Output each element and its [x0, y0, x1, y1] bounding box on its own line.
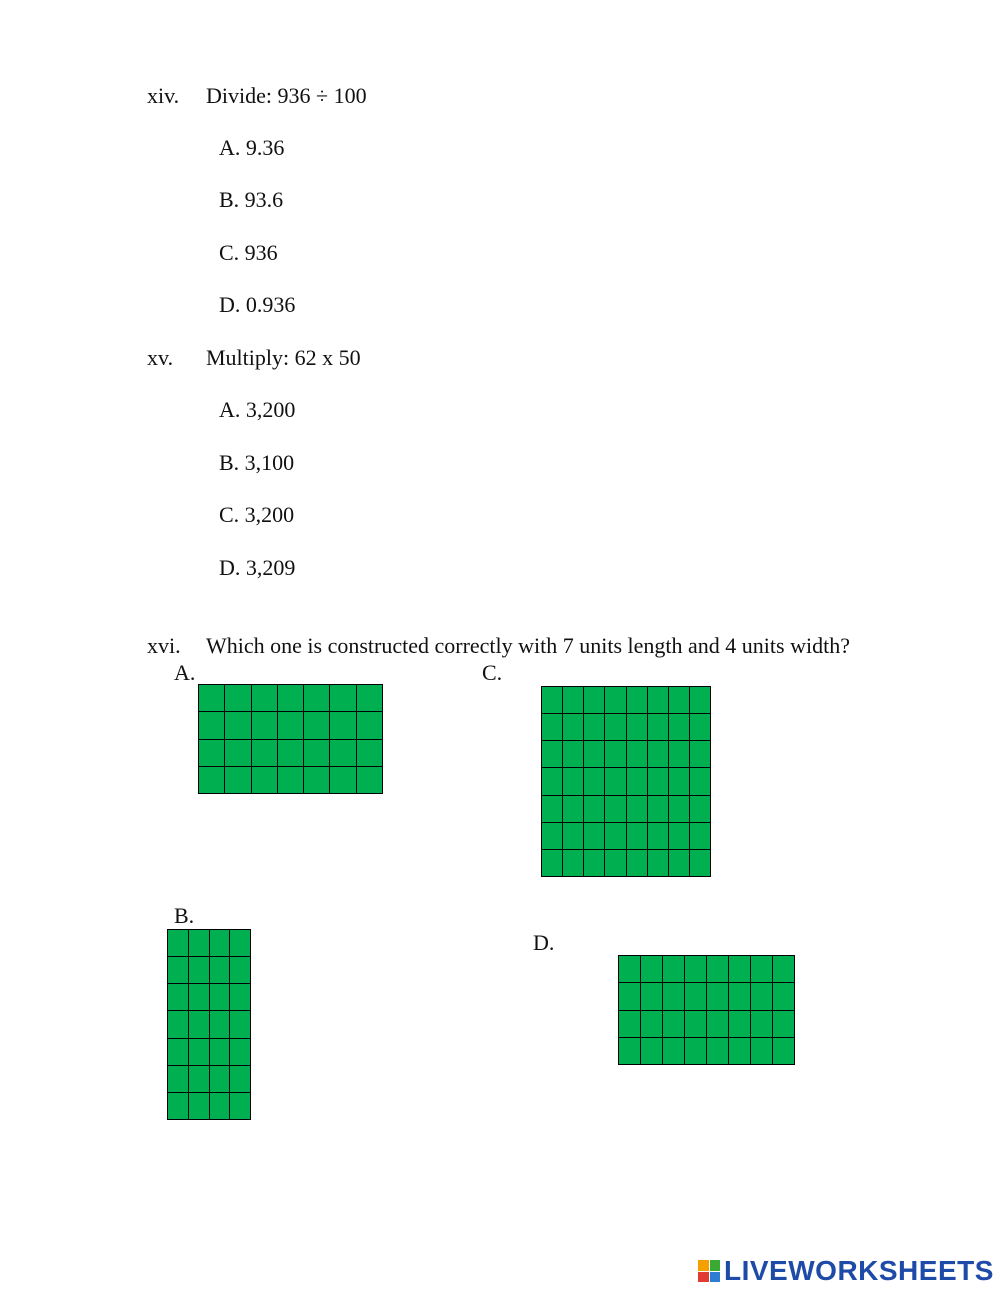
unit-square — [230, 984, 250, 1010]
unit-square — [627, 823, 647, 849]
unit-square — [751, 956, 772, 982]
unit-square — [168, 1066, 188, 1092]
unit-square — [330, 685, 355, 711]
unit-square — [773, 956, 794, 982]
unit-square — [584, 714, 604, 740]
unit-square — [168, 984, 188, 1010]
unit-square — [225, 740, 250, 766]
unit-square — [751, 983, 772, 1009]
unit-square — [199, 767, 224, 793]
unit-square — [189, 1039, 209, 1065]
unit-square — [168, 1039, 188, 1065]
unit-square — [648, 714, 668, 740]
unit-square — [648, 741, 668, 767]
question-number: xiv. — [147, 83, 180, 108]
unit-square — [168, 957, 188, 983]
unit-square — [605, 741, 625, 767]
unit-square — [189, 1066, 209, 1092]
unit-square — [252, 712, 277, 738]
answer-option[interactable]: A. 3,200 — [219, 397, 296, 422]
unit-square — [707, 1038, 728, 1064]
unit-square — [751, 1011, 772, 1037]
unit-square — [605, 850, 625, 876]
unit-square — [330, 740, 355, 766]
unit-square — [690, 850, 710, 876]
figure-label-d: D. — [533, 930, 555, 955]
unit-square — [225, 767, 250, 793]
unit-square — [357, 767, 382, 793]
unit-square — [225, 712, 250, 738]
unit-square — [584, 768, 604, 794]
unit-square — [690, 687, 710, 713]
unit-square — [690, 796, 710, 822]
unit-square — [563, 687, 583, 713]
unit-square — [252, 740, 277, 766]
question-prompt: Multiply: 62 x 50 — [206, 345, 361, 370]
figure-label-b: B. — [174, 903, 195, 928]
unit-square — [669, 768, 689, 794]
unit-square — [690, 823, 710, 849]
unit-square — [627, 741, 647, 767]
unit-square — [210, 1066, 230, 1092]
answer-option[interactable]: D. 3,209 — [219, 555, 296, 580]
unit-square — [199, 685, 224, 711]
unit-square — [225, 685, 250, 711]
unit-square — [641, 1038, 662, 1064]
unit-square — [605, 796, 625, 822]
unit-square — [648, 796, 668, 822]
unit-square — [641, 956, 662, 982]
unit-square — [563, 850, 583, 876]
unit-square — [627, 796, 647, 822]
rectangle-grid-d[interactable] — [618, 955, 795, 1065]
unit-square — [563, 768, 583, 794]
rectangle-grid-a[interactable] — [198, 684, 383, 794]
logo-tile — [698, 1272, 709, 1283]
question-number: xvi. — [147, 633, 181, 658]
answer-option[interactable]: C. 3,200 — [219, 502, 295, 527]
unit-square — [773, 1038, 794, 1064]
unit-square — [584, 741, 604, 767]
unit-square — [210, 1093, 230, 1119]
unit-square — [584, 850, 604, 876]
unit-square — [304, 685, 329, 711]
answer-option[interactable]: B. 3,100 — [219, 450, 295, 475]
unit-square — [210, 1011, 230, 1037]
unit-square — [751, 1038, 772, 1064]
question-number: xv. — [147, 345, 174, 370]
unit-square — [230, 1039, 250, 1065]
unit-square — [210, 1039, 230, 1065]
unit-square — [641, 983, 662, 1009]
question-prompt: Which one is constructed correctly with 7 units length and 4 units width? — [206, 633, 850, 658]
unit-square — [230, 957, 250, 983]
rectangle-grid-b[interactable] — [167, 929, 251, 1120]
unit-square — [641, 1011, 662, 1037]
unit-square — [690, 768, 710, 794]
unit-square — [357, 712, 382, 738]
unit-square — [605, 768, 625, 794]
unit-square — [627, 768, 647, 794]
unit-square — [707, 956, 728, 982]
unit-square — [663, 1011, 684, 1037]
unit-square — [669, 796, 689, 822]
unit-square — [619, 1011, 640, 1037]
answer-option[interactable]: A. 9.36 — [219, 135, 285, 160]
unit-square — [563, 714, 583, 740]
liveworksheets-logo — [698, 1256, 994, 1286]
unit-square — [542, 796, 562, 822]
unit-square — [627, 714, 647, 740]
unit-square — [729, 983, 750, 1009]
unit-square — [168, 930, 188, 956]
unit-square — [210, 930, 230, 956]
unit-square — [330, 712, 355, 738]
unit-square — [669, 850, 689, 876]
unit-square — [230, 1066, 250, 1092]
unit-square — [357, 685, 382, 711]
unit-square — [690, 741, 710, 767]
unit-square — [605, 687, 625, 713]
unit-square — [685, 956, 706, 982]
unit-square — [584, 823, 604, 849]
logo-text: LIVEWORKSHEETS — [724, 1255, 994, 1286]
unit-square — [168, 1011, 188, 1037]
unit-square — [619, 983, 640, 1009]
unit-square — [189, 1011, 209, 1037]
unit-square — [252, 767, 277, 793]
answer-option[interactable]: B. 93.6 — [219, 187, 284, 212]
unit-square — [669, 687, 689, 713]
question-prompt: Divide: 936 ÷ 100 — [206, 83, 367, 108]
unit-square — [542, 714, 562, 740]
unit-square — [648, 850, 668, 876]
unit-square — [648, 768, 668, 794]
unit-square — [584, 687, 604, 713]
unit-square — [729, 956, 750, 982]
unit-square — [619, 956, 640, 982]
unit-square — [199, 740, 224, 766]
answer-option[interactable]: D. 0.936 — [219, 292, 296, 317]
rectangle-grid-c[interactable] — [541, 686, 711, 877]
unit-square — [542, 741, 562, 767]
unit-square — [605, 823, 625, 849]
unit-square — [304, 712, 329, 738]
unit-square — [278, 767, 303, 793]
unit-square — [685, 1011, 706, 1037]
unit-square — [230, 930, 250, 956]
unit-square — [189, 930, 209, 956]
logo-tile — [710, 1260, 721, 1271]
unit-square — [669, 714, 689, 740]
unit-square — [230, 1093, 250, 1119]
unit-square — [729, 1011, 750, 1037]
unit-square — [648, 823, 668, 849]
unit-square — [707, 1011, 728, 1037]
unit-square — [252, 685, 277, 711]
unit-square — [627, 687, 647, 713]
unit-square — [542, 850, 562, 876]
unit-square — [210, 957, 230, 983]
unit-square — [210, 984, 230, 1010]
unit-square — [230, 1011, 250, 1037]
logo-tile — [698, 1260, 709, 1271]
unit-square — [663, 983, 684, 1009]
unit-square — [304, 767, 329, 793]
figure-label-a: A. — [174, 660, 196, 685]
unit-square — [690, 714, 710, 740]
unit-square — [278, 685, 303, 711]
unit-square — [189, 1093, 209, 1119]
unit-square — [648, 687, 668, 713]
unit-square — [773, 1011, 794, 1037]
unit-square — [729, 1038, 750, 1064]
unit-square — [199, 712, 224, 738]
unit-square — [189, 957, 209, 983]
unit-square — [669, 741, 689, 767]
unit-square — [669, 823, 689, 849]
unit-square — [168, 1093, 188, 1119]
unit-square — [542, 768, 562, 794]
unit-square — [773, 983, 794, 1009]
unit-square — [663, 1038, 684, 1064]
answer-option[interactable]: C. 936 — [219, 240, 278, 265]
logo-tile — [710, 1272, 721, 1283]
unit-square — [563, 741, 583, 767]
unit-square — [542, 687, 562, 713]
unit-square — [685, 1038, 706, 1064]
unit-square — [189, 984, 209, 1010]
unit-square — [605, 714, 625, 740]
unit-square — [542, 823, 562, 849]
unit-square — [330, 767, 355, 793]
unit-square — [663, 956, 684, 982]
unit-square — [278, 740, 303, 766]
unit-square — [685, 983, 706, 1009]
unit-square — [707, 983, 728, 1009]
unit-square — [357, 740, 382, 766]
logo-mark-icon — [698, 1260, 720, 1282]
unit-square — [584, 796, 604, 822]
unit-square — [304, 740, 329, 766]
unit-square — [278, 712, 303, 738]
unit-square — [563, 823, 583, 849]
unit-square — [619, 1038, 640, 1064]
unit-square — [563, 796, 583, 822]
figure-label-c: C. — [482, 660, 503, 685]
unit-square — [627, 850, 647, 876]
